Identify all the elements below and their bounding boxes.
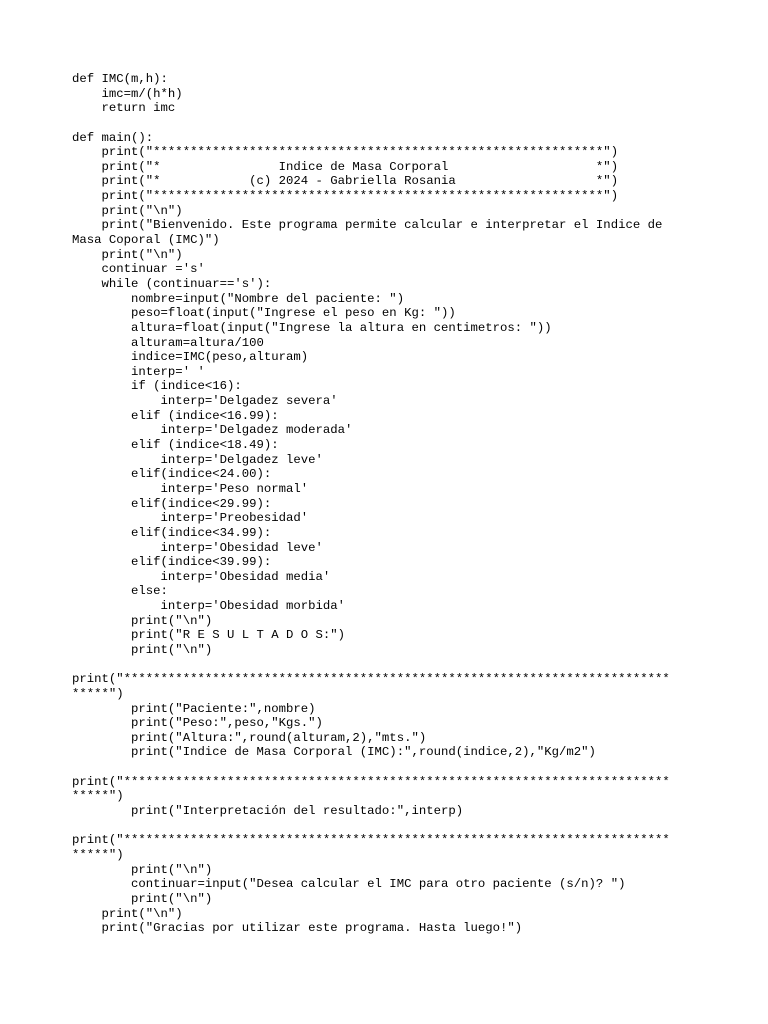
code-line: continuar=input("Desea calcular el IMC para otro paciente (s/n)? ") [72, 877, 626, 892]
code-line: *****") [72, 847, 124, 862]
code-line: def IMC(m,h): [72, 72, 168, 86]
code-line: interp='Delgadez leve' [72, 452, 323, 467]
code-line: print("*************************************************************") [72, 189, 619, 204]
code-line: print("\n") [72, 613, 213, 628]
code-line: print("\n") [72, 642, 213, 657]
code-line [72, 116, 704, 131]
code-line: interp='Peso normal' [72, 481, 309, 496]
code-line: while (continuar=='s'): [72, 276, 272, 291]
code-line: print("\n") [72, 906, 183, 921]
code-line: print("* Indice de Masa Corporal *") [72, 159, 619, 174]
code-line: print("\n") [72, 203, 183, 218]
code-line: print("\n") [72, 247, 183, 262]
code-line: print("Indice de Masa Corporal (IMC):",round(indice,2),"Kg/m2") [72, 745, 596, 760]
code-line [72, 658, 704, 673]
code-line: print("Bienvenido. Este programa permite calcular e interpretar el Indice de [72, 218, 663, 233]
code-line: elif(indice<39.99): [72, 555, 272, 570]
code-line: print("************************************************************************** [72, 672, 670, 687]
code-line: elif (indice<16.99): [72, 408, 279, 423]
code-line: interp='Delgadez severa' [72, 394, 338, 409]
code-line: elif (indice<18.49): [72, 438, 279, 453]
code-line: interp=' ' [72, 364, 205, 379]
code-line: print("Gracias por utilizar este programa. Hasta luego!") [72, 921, 523, 936]
code-line: nombre=input("Nombre del paciente: ") [72, 291, 405, 306]
code-line: print("\n") [72, 862, 213, 877]
code-line: *****") [72, 686, 124, 701]
code-line: altura=float(input("Ingrese la altura en centimetros: ")) [72, 320, 552, 335]
code-line: print("************************************************************************** [72, 833, 670, 848]
code-line: interp='Obesidad media' [72, 569, 331, 584]
code-line: print("Paciente:",nombre) [72, 701, 316, 716]
code-line: else: [72, 584, 168, 599]
code-line: if (indice<16): [72, 379, 242, 394]
code-line: print("* (c) 2024 - Gabriella Rosania *") [72, 174, 619, 189]
code-line: print("Altura:",round(alturam,2),"mts.") [72, 730, 427, 745]
code-line: def main(): [72, 130, 154, 145]
document-page [72, 72, 704, 936]
code-line [72, 760, 704, 775]
code-line: continuar ='s' [72, 262, 205, 277]
code-line: print("Interpretación del resultado:",interp) [72, 804, 464, 819]
code-line: elif(indice<29.99): [72, 496, 272, 511]
code-line: interp='Obesidad leve' [72, 540, 323, 555]
code-line: imc=m/(h*h) [72, 86, 183, 101]
code-line: print("*************************************************************") [72, 145, 619, 160]
code-line: interp='Delgadez moderada' [72, 423, 353, 438]
code-listing [72, 72, 704, 936]
code-line: print("************************************************************************** [72, 774, 670, 789]
code-line: return imc [72, 101, 176, 116]
code-line: print("\n") [72, 891, 213, 906]
code-line: indice=IMC(peso,alturam) [72, 350, 309, 365]
code-line: peso=float(input("Ingrese el peso en Kg: ")) [72, 306, 456, 321]
code-line: print("Peso:",peso,"Kgs.") [72, 716, 323, 731]
code-line [72, 819, 704, 834]
code-line: *****") [72, 789, 124, 804]
code-line: Masa Coporal (IMC)") [72, 233, 220, 248]
code-line: alturam=altura/100 [72, 335, 264, 350]
code-line: elif(indice<34.99): [72, 525, 272, 540]
code-line: elif(indice<24.00): [72, 467, 272, 482]
code-line: interp='Preobesidad' [72, 511, 309, 526]
code-line: interp='Obesidad morbida' [72, 599, 346, 614]
code-line: print("R E S U L T A D O S:") [72, 628, 346, 643]
